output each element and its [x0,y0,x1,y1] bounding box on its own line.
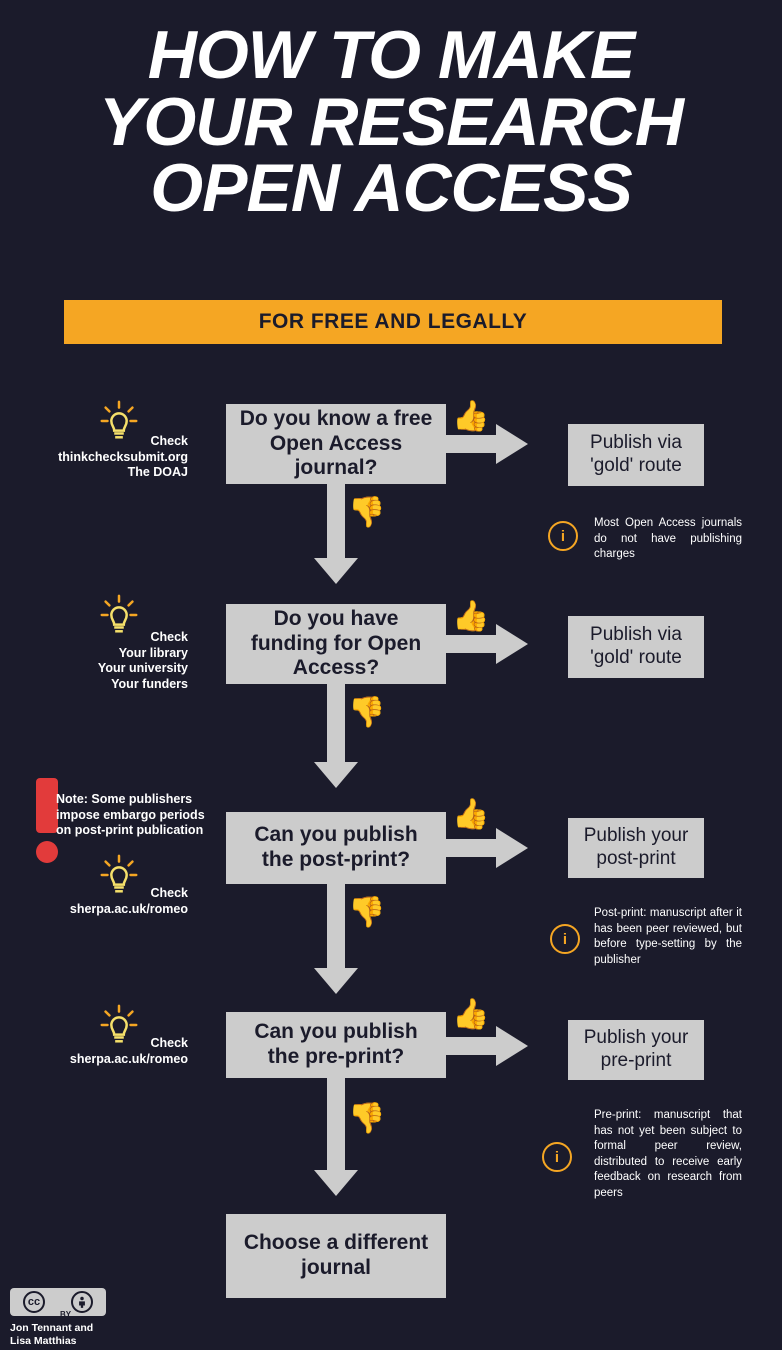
creative-commons-badge[interactable] [10,1288,106,1316]
thumbs-up-icon-3: 👍 [452,798,490,831]
hint-line-1b: The DOAJ [127,465,188,480]
info-note-3: Post-print: manuscript after it has been peer reviewed, but before type-setting by the publisher [594,907,742,966]
cc-icon: cc [23,1291,45,1313]
hint-line-2b: Your university [97,661,188,676]
credit-line-1: Jon Tennant and [10,1322,94,1334]
by-icon [71,1291,93,1313]
info-icon-3: i [550,924,580,954]
thumbs-up-icon-2: 👍 [452,600,490,633]
title-line-2: YOUR RESEARCH [99,83,683,160]
result-box-3[interactable]: Publish your post-print [568,818,704,878]
question-box-4[interactable]: Can you publish the pre-print? [226,1012,446,1078]
final-box[interactable]: Choose a different journal [226,1214,446,1298]
hint-label-3: Check [150,886,188,900]
thumbs-down-icon-4: 👎 [348,1102,386,1135]
hint-note-2 [20,630,188,693]
hint-note-3 [20,886,188,917]
hint-line-2a: Your library [118,645,188,660]
title-line-1: HOW TO MAKE [147,17,635,93]
hint-note-1 [20,434,188,481]
hint-line-4a: sherpa.ac.uk/romeo [69,1051,188,1066]
info-icon-1: i [548,521,578,551]
arrow-no-4 [314,1078,358,1196]
question-box-3[interactable]: Can you publish the post-print? [226,812,446,884]
thumbs-up-icon-4: 👍 [452,998,490,1031]
person-glyph [75,1295,89,1309]
hint-label-2: Check [150,630,188,644]
warning-note-3: Note: Some publishers impose embargo periods on post-print publication [56,792,205,838]
credit-line-2: Lisa Matthias [10,1334,77,1347]
result-box-2[interactable]: Publish via 'gold' route [568,616,704,678]
question-box-1[interactable]: Do you know a free Open Access journal? [226,404,446,484]
hint-line-3a: sherpa.ac.uk/romeo [69,901,188,916]
hint-label-1: Check [150,434,188,448]
hint-line-2c: Your funders [111,676,188,691]
info-note-1: Most Open Access journals do not have publishing charges [594,517,742,561]
title-line-3: OPEN ACCESS [150,150,632,227]
arrow-yes-4 [446,1026,528,1066]
hint-line-1a: thinkchecksubmit.org [58,449,188,464]
info-note-4: Pre-print: manuscript that has not yet been subject to formal peer review, distributed to receive early feedback on research from peers [594,1109,742,1199]
exclamation-dot-icon [36,841,58,863]
thumbs-down-icon-1: 👎 [348,496,386,529]
hint-label-4: Check [150,1036,188,1050]
hint-note-4 [20,1036,188,1067]
result-box-4[interactable]: Publish your pre-print [568,1020,704,1080]
exclamation-bar-icon [36,778,58,833]
info-icon-4: i [542,1142,572,1172]
question-box-2[interactable]: Do you have funding for Open Access? [226,604,446,684]
page-title [0,17,782,227]
result-box-1[interactable]: Publish via 'gold' route [568,424,704,486]
thumbs-down-icon-3: 👎 [348,896,386,929]
cc-by-label: BY [60,1310,72,1319]
credit-text [10,1322,93,1347]
subtitle-banner [64,300,722,344]
thumbs-down-icon-2: 👎 [348,696,386,729]
subtitle-text: FOR FREE AND LEGALLY [258,310,528,333]
thumbs-up-icon-1: 👍 [452,400,490,433]
arrow-yes-3 [446,828,528,868]
